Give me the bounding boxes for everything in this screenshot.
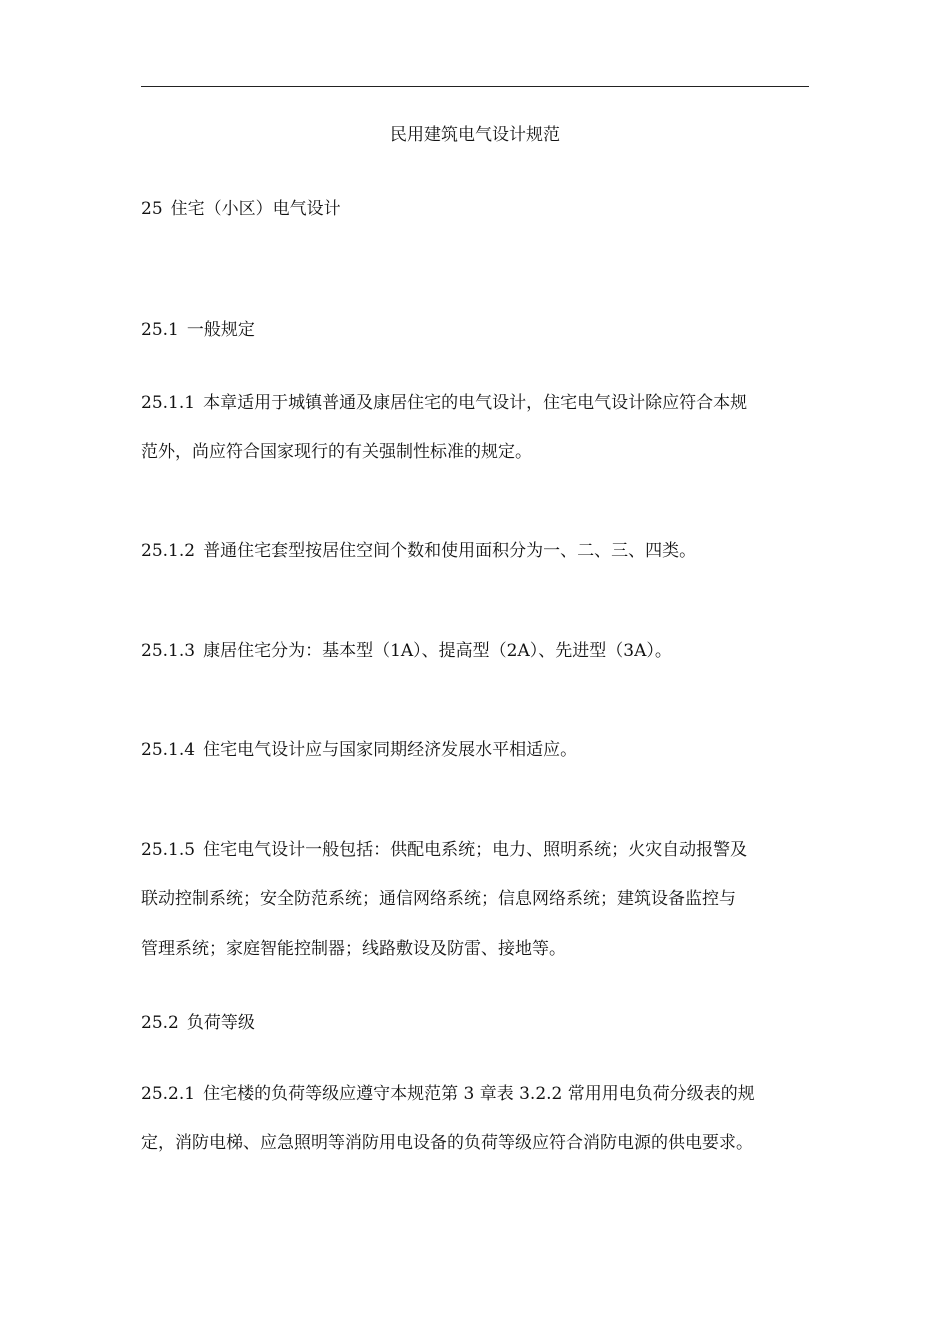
clause-25-1-5-line-2 bbox=[141, 888, 809, 910]
clause-number: 25.1.5 bbox=[141, 840, 196, 860]
clause-text: 本章适用于城镇普通及康居住宅的电气设计，住宅电气设计除应符合本规 bbox=[203, 393, 748, 413]
section-title: 负荷等级 bbox=[186, 1013, 255, 1033]
clause-text: 住宅电气设计一般包括：供配电系统；电力、照明系统；火灾自动报警及 bbox=[203, 840, 748, 860]
clause-25-1-5-line-3 bbox=[141, 938, 809, 960]
section-heading bbox=[141, 319, 809, 341]
clause-number: 25.2.1 bbox=[141, 1084, 196, 1104]
clause-number: 25.1.2 bbox=[141, 541, 196, 561]
chapter-title: 住宅（小区）电气设计 bbox=[170, 199, 341, 219]
clause-text: 范外，尚应符合国家现行的有关强制性标准的规定。 bbox=[141, 442, 532, 462]
clause-25-1-5-line-1 bbox=[141, 839, 809, 861]
header-rule bbox=[141, 86, 809, 87]
section-number: 25.1 bbox=[141, 320, 179, 340]
clause-number: 25.1.4 bbox=[141, 740, 196, 760]
clause-25-2-1-line-1 bbox=[141, 1083, 809, 1105]
chapter-heading bbox=[141, 198, 809, 220]
clause-text: 住宅楼的负荷等级应遵守本规范第 3 章表 3.2.2 常用用电负荷分级表的规 bbox=[203, 1084, 755, 1104]
clause-number: 25.1.1 bbox=[141, 393, 196, 413]
clause-text: 联动控制系统；安全防范系统；通信网络系统；信息网络系统；建筑设备监控与 bbox=[141, 889, 736, 909]
clause-number: 25.1.3 bbox=[141, 641, 196, 661]
clause-25-1-4 bbox=[141, 739, 809, 761]
section-heading bbox=[141, 1012, 809, 1034]
clause-text: 管理系统；家庭智能控制器；线路敷设及防雷、接地等。 bbox=[141, 939, 566, 959]
clause-25-1-2 bbox=[141, 540, 809, 562]
document-title: 民用建筑电气设计规范 bbox=[390, 125, 560, 145]
clause-text: 康居住宅分为：基本型（1A）、提高型（2A）、先进型（3A）。 bbox=[203, 641, 672, 661]
clause-text: 定，消防电梯、应急照明等消防用电设备的负荷等级应符合消防电源的供电要求。 bbox=[141, 1133, 753, 1153]
chapter-number: 25 bbox=[141, 199, 163, 219]
clause-25-2-1-line-2 bbox=[141, 1132, 809, 1154]
section-number: 25.2 bbox=[141, 1013, 179, 1033]
section-title: 一般规定 bbox=[186, 320, 255, 340]
clause-text: 住宅电气设计应与国家同期经济发展水平相适应。 bbox=[203, 740, 578, 760]
clause-text: 普通住宅套型按居住空间个数和使用面积分为一、二、三、四类。 bbox=[203, 541, 697, 561]
clause-25-1-1-line-2 bbox=[141, 441, 809, 463]
clause-25-1-1-line-1 bbox=[141, 392, 809, 414]
clause-25-1-3 bbox=[141, 640, 809, 662]
